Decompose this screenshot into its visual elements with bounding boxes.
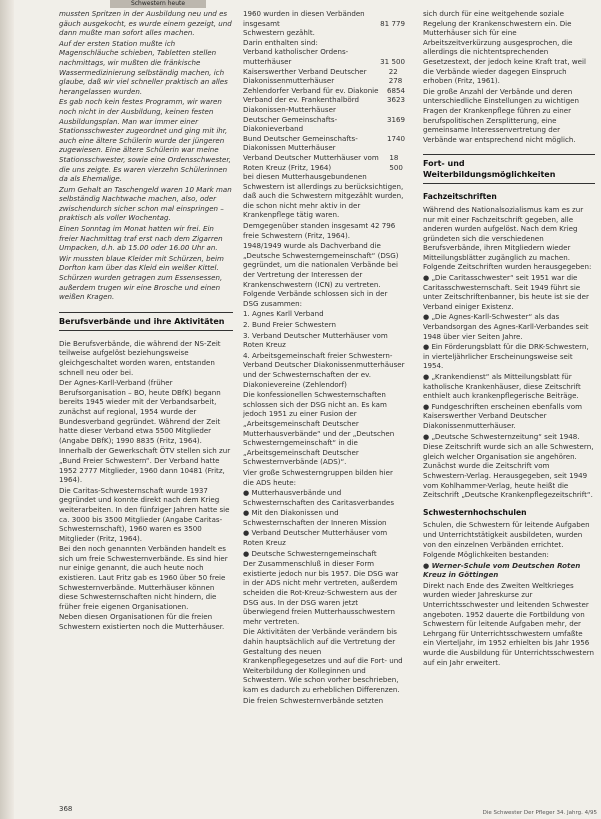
list-item: ● „Die Caritasschwester“ seit 1951 war die Caritasschwesternschaft. Seit 1949 führt sie unter Zeitschriftenbanner, bis heute ist sie der Verband einiger Existenz. <box>423 273 589 311</box>
footer-text: Die Schwester Der Pfleger 34. Jahrg. 4/95 <box>482 810 597 816</box>
paragraph: Diese Zeitschrift wurde sich an alle Schwestern, gleich welcher Organisation sie angehören. Zunächst wurde die Zeitschrift vom Schwestern-Verlag. Herausgegeben, seit 1949 vom Kohlhammer-Verlag, heute heißt die Zeitschrift „Deutsche Krankenpflegezeitschrift“. <box>423 442 594 500</box>
paragraph: Die Aktivitäten der Verbände verändern bis dahin hauptsächlich auf die Vertretung der Gestaltung des neuen Krankenpflegegesetzes und auf die Fort- und Weiterbildung der Kolleginnen und Schwestern. Wie schon vorher beschrieben, kam es dadurch zu erheblichen Differenzen. <box>243 627 403 694</box>
table-row <box>243 134 405 153</box>
table-label: Schwestern gezählt. <box>243 28 315 38</box>
list-item: ● „Krankendienst“ als Mitteilungsblatt für katholische Krankenhäuser, diese Zeitschrift enthielt auch krankenpflegerische Beiträge. <box>423 372 581 401</box>
paragraph: Der Zusammenschluß in dieser Form existierte jedoch nur bis 1957. Die DSG war in der ADS nicht mehr vertreten, außerdem scheiden die Rot-Kreuz-Schwestern aus der DSG aus. In der DSG waren jetzt überwiegend freien Mutterhausschwestern mehr vertreten. <box>243 559 399 626</box>
paragraph: bei diesen Mutterhausgebundenen Schwestern ist allerdings zu berücksichtigen, daß auch die Schwestern mitgezählt wurden, die schon nicht mehr aktiv in der Krankenpflege tätig waren. <box>243 172 404 220</box>
paragraph: Die große Anzahl der Verbände und deren unterschiedliche Einstellungen zu wichtigen Fragen der Krankenpflege führen zu einer berufspolitischen Zersplitterung, eine gemeinsame Interessenvertretung der Verbände war entsprechend nicht möglich. <box>423 86 580 144</box>
list-item: ● Deutsche Schwesterngemeinschaft <box>243 548 377 558</box>
table-value: 22 278 <box>388 66 403 86</box>
table-label: insgesamt <box>243 18 280 28</box>
paragraph: Die Berufsverbände, die während der NS-Zeit teilweise aufgelöst beziehungsweise gleichgeschaltet worden waren, entstanden schnell neu oder bei. <box>59 338 221 377</box>
table-label: 1960 wurden in diesen Verbänden <box>243 9 365 18</box>
list-item: ● Verband Deutscher Mutterhäuser vom Roten Kreuz <box>243 528 388 548</box>
table-label: Deutscher Gemeinschafts-Diakonieverband <box>243 114 338 134</box>
page-fold-shadow <box>0 0 14 819</box>
paragraph: sich durch für eine weitgehende soziale Regelung der Krankenschwestern ein. Die Mutterhäuser sich für eine Arbeitszeitverkürzung ausgesprochen, die allerdings die nichtentsprechenden Gesetzestext, der jedoch keine Kraft trat, weil die Verbände wieder dagegen Einspruch erhoben (Fritz, 1961). <box>423 9 586 86</box>
subheading: Fachzeitschriften <box>423 192 497 202</box>
list-item: 1. Agnes Karll Verband <box>243 309 324 319</box>
table-label: Kaiserswerther Verband Deutscher Diakonissenmutterhäuser <box>243 66 367 86</box>
table-row <box>243 67 405 86</box>
paragraph: Während des Nationalsozialismus kam es zur nur mit einer Fachzeitschrift gegeben, alle anderen wurden aufgelöst. Nach dem Krieg gründeten sich die verschiedenen Berufsverbände, ihren Mitgliedern wieder Mitteilungsblätter zugänglich zu machen. Folgende Zeitschriften wurden herausgegeben: <box>423 204 592 272</box>
table-label: Verband Deutscher Mutterhäuser vom Roten Kreuz (Fritz, 1964) <box>243 152 379 172</box>
column-middle <box>243 9 405 706</box>
table-row <box>243 115 405 134</box>
membership-table <box>243 9 405 172</box>
list-item: 4. Arbeitsgemeinschaft freier Schwestern-Verband Deutscher Diakonissenmutterhäuser und der Schwesternschaften der ev. Diakonievereine (Zehlendorf) <box>243 350 405 389</box>
table-label: Darin enthalten sind: <box>243 37 318 47</box>
list-item: ● Mutterhausverbände und Schwesternschaften des Caritasverbandes <box>243 488 395 507</box>
paragraph: Vier große Schwesterngruppen bilden hier die ADS heute: <box>243 467 393 487</box>
paragraph: Folgende Möglichkeiten bestanden: <box>423 550 549 560</box>
table-row <box>243 86 405 96</box>
table-label: mutterhäuser <box>243 56 292 66</box>
paragraph: Die konfessionellen Schwesternschaften schlossen sich der DSG nicht an. Es kam jedoch 1951 zu einer Fusion der „Arbeitsgemeinschaft Deutscher Mutterhausverbände“ und der „Deutschen Schwesterngemeinschaft“ in die „Arbeitsgemeinschaft Deutscher Schwesternverbände (ADS)“. <box>243 390 395 467</box>
paragraph: Die Caritas-Schwesternschaft wurde 1937 gegründet und konnte direkt nach dem Krieg weiterarbeiten. In den fünfziger Jahren hatte sie ca. 3000 bis 3500 Mitglieder (Angabe Caritas-Schwesternschaft), 1960 waren es 3500 Mitglieder (Fritz, 1964). <box>59 485 230 543</box>
table-value <box>401 38 405 48</box>
paragraph: Demgegenüber standen insgesamt 42 796 freie Schwestern (Fritz, 1964). <box>243 221 396 240</box>
table-row <box>243 38 405 48</box>
paragraph: Auf der ersten Station mußte ich Magenschläuche schieben, Tabletten stellen nachmittags, wir mußten die fränkische Wassermedizinierung selbständig machen, ich glaube, daß wir viel schneller praktisch an alles herangelassen wurden. <box>59 38 228 96</box>
table-label: Zehlendorfer Verband für ev. Diakonie <box>243 85 379 95</box>
paragraph: Zum Gehalt an Taschengeld waren 10 Mark man selbständig Nachtwache machen, also, oder zwischendurch sicher schon mal einspringen – praktisch als voller Wochentag. <box>59 184 232 223</box>
list-item: ● „Die Agnes-Karll-Schwester“ als das Verbandsorgan des Agnes-Karll-Verbandes seit 1948 über vier Seiten Jahre. <box>423 312 589 341</box>
table-row <box>243 95 405 114</box>
section-heading: Berufsverbände und ihre Aktivitäten <box>59 312 233 331</box>
table-value: 3623 <box>386 95 405 105</box>
table-value: 81 779 <box>380 18 405 28</box>
paragraph: Einen Sonntag im Monat hatten wir frei. Ein freier Nachmittag traf erst nach dem Zigarren Umpacken, d.h. ab 15.00 oder 16.00 Uhr an. <box>59 224 223 253</box>
table-label: Bund Deutscher Gemeinschafts-Diakonissen Mutterhäuser <box>243 133 358 153</box>
table-value <box>401 28 405 38</box>
table-value <box>401 9 405 19</box>
table-value: 3169 <box>386 114 405 124</box>
list-item: 2. Bund Freier Schwestern <box>243 320 337 329</box>
paragraph: mussten Spritzen in der Ausbildung neu und es gäuch ausgekocht, es wurde einem gezeigt, und dann mußte man sofort alles machen. <box>59 9 232 38</box>
paragraph: Wir mussten blaue Kleider mit Schürzen, beim Dorfton kam über das Kleid ein weißer Kittel. Schürzen wurden getragen zum Essensessen, außerdem trugen wir eine Brosche und einen weißen Kragen. <box>59 253 224 302</box>
table-label: Verband der ev. Frankenthalbörd Diakonissen-Mutterhäuser <box>243 95 360 114</box>
table-value: 6854 <box>386 85 405 95</box>
paragraph: Die freien Schwesternverbände setzten <box>243 695 384 705</box>
table-value: 1740 <box>386 133 405 143</box>
table-row <box>243 57 405 67</box>
table-row <box>243 153 405 172</box>
column-right <box>423 9 595 668</box>
interview-quote <box>59 9 233 302</box>
table-row <box>243 47 405 57</box>
table-row <box>243 28 405 38</box>
table-row <box>243 9 405 19</box>
list-item-title: ● Werner-Schule vom Deutschen Roten Kreuz in Göttingen <box>423 560 581 580</box>
page-number: 368 <box>59 805 73 813</box>
table-value <box>401 47 405 57</box>
list-item: ● „Deutsche Schwesternzeitung“ seit 1948. <box>423 431 580 441</box>
paragraph: Schulen, die Schwestern für leitende Aufgaben und Unterrichtstätigkeit ausbildeten, wurden von den einzelnen Verbänden errichtet. <box>423 520 590 549</box>
subheading: Schwesternhochschulen <box>423 507 527 517</box>
paragraph: Es gab noch kein festes Programm, wir waren noch nicht in der Ausbildung, keinen festen Ausbildungsplan. Man war immer einer Stationsschwester zugeordnet und ging mit ihr, auch eine ältere Schülerin wurde der jüngeren zugewiesen. Eine ältere Schülerin war meine Stationsschwester, sowie eine Ordensschwester, die uns zeigte. Es waren vierzehn Schülerinnen da als Ehemalige. <box>59 97 231 184</box>
table-value: 31 500 <box>380 56 405 66</box>
paragraph: Der Agnes-Karll-Verband (früher Berufsorganisation – BO, heute DBfK) begann bereits 1945 wieder mit der Verbandsarbeit, zunächst auf regional, 1954 wurde der Bundesverband gegründet. Während der Zeit hatte dieser Verband etwa 5500 Mitglieder (Angabe DBfK); 1990 8835 (Fritz, 1964). <box>59 378 221 445</box>
table-row <box>243 19 405 29</box>
column-left <box>59 9 233 633</box>
paragraph: Neben diesen Organisationen für die freien Schwestern existierten noch die Mutterhäuser. <box>59 612 225 632</box>
paragraph: 1948/1949 wurde als Dachverband die „Deutsche Schwesterngemeinschaft“ (DSG) gegründet, um die nationalen Verbände bei der Vertretung der Interessen der Krankenschwestern (ICN) zu vertreten. Folgende Verbände schlossen sich in der DSG zusammen: <box>243 241 399 308</box>
list-item: 3. Verband Deutscher Mutterhäuser vom Roten Kreuz <box>243 330 388 350</box>
list-item: ● Fundgeschriften erscheinen ebenfalls vom Kaiserswerther Verband Deutscher Diakonissenmutterhäuser. <box>423 401 582 430</box>
table-label: Verband katholischer Ordens- <box>243 47 349 57</box>
list-item: ● Ein Förderungsblatt für die DRK-Schwestern, in vierteljährlicher Erscheinungsweise seit 1954. <box>423 342 589 371</box>
paragraph: Bei den noch genannten Verbänden handelt es sich um freie Schwesternverbände. Es sind hier nur einige genannt, die auch heute noch existieren. Laut Fritz gab es 1960 über 50 freie Schwesternverbände. Mutterhäuser können diese Schwesternschaften nicht hindern, die früher freie eigenen Organisationen. <box>59 544 228 611</box>
paragraph: Innerhalb der Gewerkschaft ÖTV stellen sich zur „Bund Freier Schwestern“. Der Verband hatte 1952 2777 Mitglieder, 1960 dann 10481 (Fritz, 1964). <box>59 446 231 485</box>
list-item: ● Mit den Diakonissen und Schwesternschaften der Inneren Mission <box>243 508 387 527</box>
table-value: 18 500 <box>389 152 403 172</box>
running-header: Schwestern heute <box>110 0 206 8</box>
paragraph: Direkt nach Ende des Zweiten Weltkrieges wurden wieder Jahreskurse zur Unterrichtsschwester und leitenden Schwester angeboten. 1952 dauerte die Fortbildung von Schwestern für leitende Aufgaben mehr, der Lehrgang für Unterrichtsschwestern umfaßte ein Vierteljahr, im 1952 erhielten bis Jahr 1956 wurde die Ausbildung für Unterrichtsschwestern auf ein Jahr erweitert. <box>423 580 594 667</box>
section-heading: Fort- und Weiterbildungsmöglichkeiten <box>423 154 595 184</box>
